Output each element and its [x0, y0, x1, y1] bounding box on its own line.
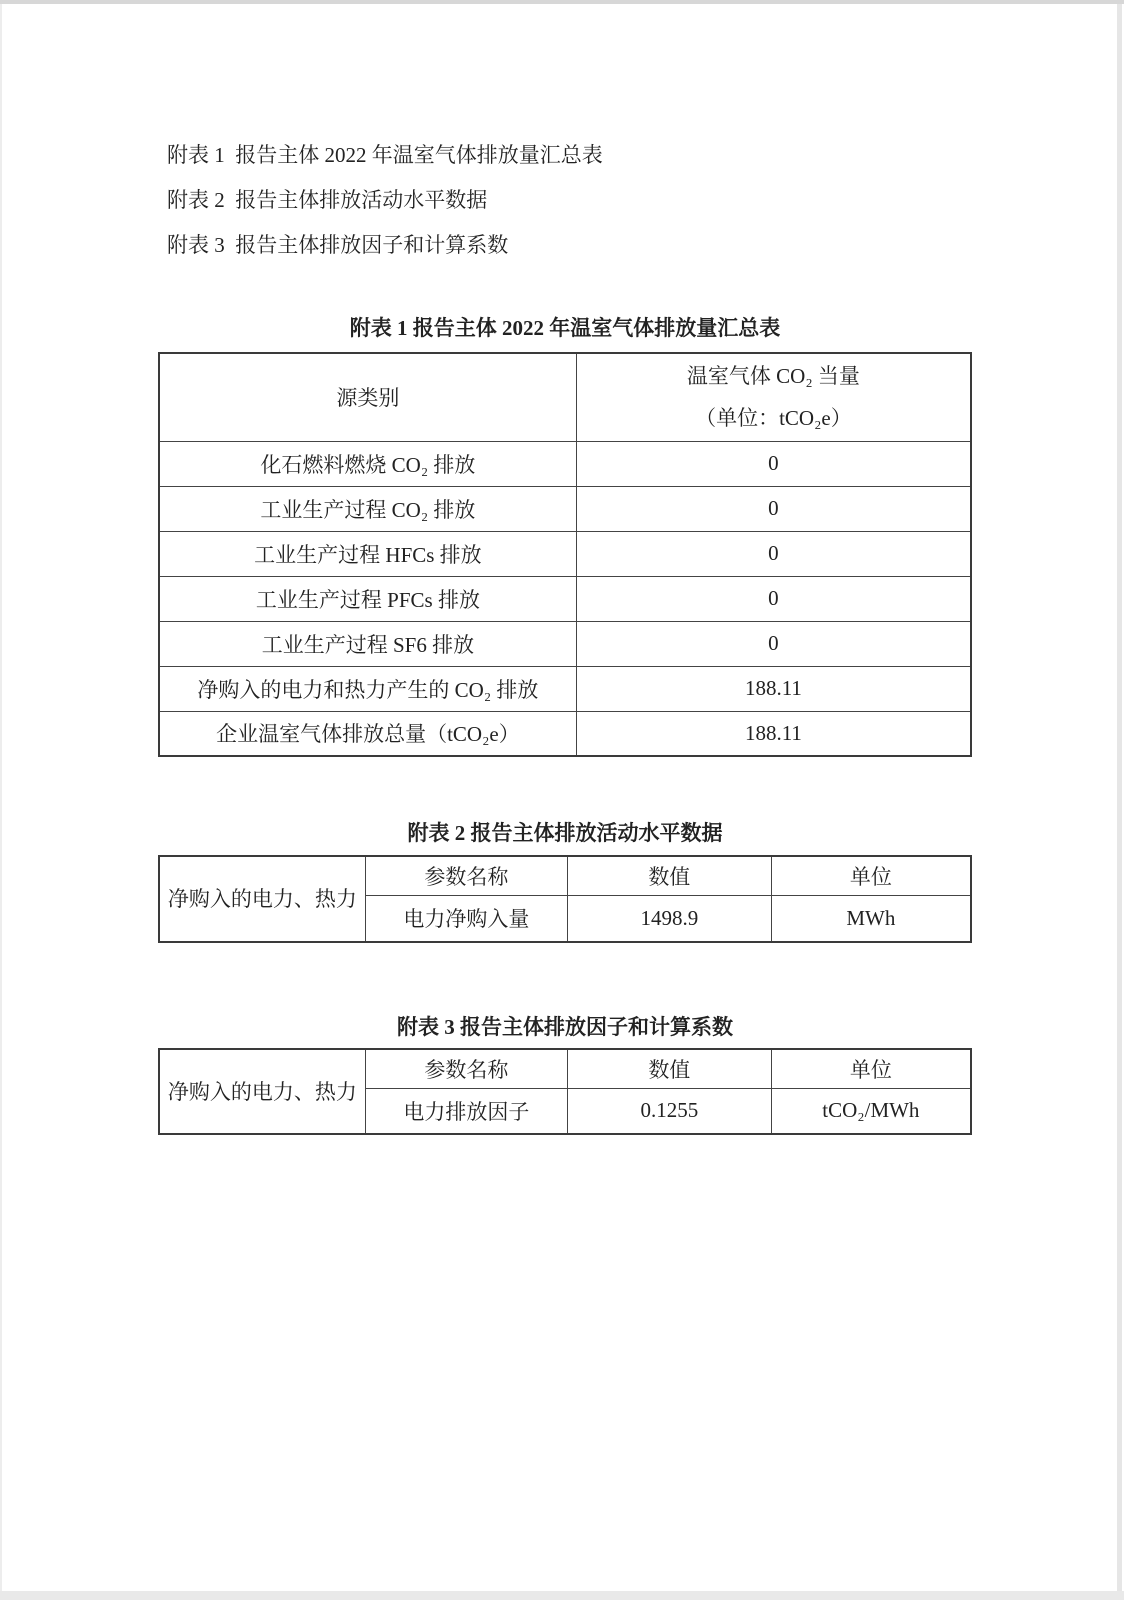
appendix-list-item-2: 附表 2 报告主体排放活动水平数据 — [167, 188, 488, 212]
page-edge-top — [0, 0, 1124, 4]
table2-activity-data — [158, 855, 972, 943]
table1-row4-label: 工业生产过程 PFCs 排放 — [159, 576, 576, 621]
table1-row1-value: 0 — [576, 441, 971, 486]
table3-row-param: 电力排放因子 — [365, 1088, 567, 1134]
page-edge-right — [1117, 4, 1122, 1591]
table-row — [159, 621, 971, 666]
table1-emissions-summary — [158, 352, 972, 757]
table1-row3-label: 工业生产过程 HFCs 排放 — [159, 531, 576, 576]
table-row — [159, 666, 971, 711]
table1-row5-value: 0 — [576, 621, 971, 666]
table2-title: 附表 2 报告主体排放活动水平数据 — [407, 821, 723, 845]
table1-row1-label: 化石燃料燃烧 CO₂ 排放 — [159, 441, 576, 486]
table2-header-param: 参数名称 — [365, 856, 567, 895]
table1-header-value-line2: （单位：tCO₂e） — [695, 406, 852, 431]
table3-emission-factors — [158, 1048, 972, 1135]
appendix-list-item-1: 附表 1 报告主体 2022 年温室气体排放量汇总表 — [167, 143, 603, 167]
table1-header-source: 源类别 — [159, 353, 576, 441]
table-row — [159, 531, 971, 576]
table3-title: 附表 3 报告主体排放因子和计算系数 — [397, 1015, 733, 1039]
table3-group-cell: 净购入的电力、热力 — [159, 1049, 365, 1134]
table2-row-value: 1498.9 — [567, 895, 771, 942]
table1-header-value-line1: 温室气体 CO₂ 当量 — [686, 364, 860, 389]
table-row — [159, 486, 971, 531]
table1-row6-value: 188.11 — [576, 666, 971, 711]
appendix-table-list — [167, 133, 603, 268]
table1-row6-label: 净购入的电力和热力产生的 CO₂ 排放 — [159, 666, 576, 711]
table1-header-row — [159, 353, 971, 441]
table1-row5-label: 工业生产过程 SF6 排放 — [159, 621, 576, 666]
table-row — [159, 576, 971, 621]
table2-header-unit: 单位 — [771, 856, 971, 895]
table1-row7-label: 企业温室气体排放总量（tCO₂e） — [159, 711, 576, 756]
table3-header-row — [159, 1049, 971, 1088]
page-edge-left — [0, 4, 2, 1591]
table3-row-value: 0.1255 — [567, 1088, 771, 1134]
table2-header-value: 数值 — [567, 856, 771, 895]
table1-row7-value: 188.11 — [576, 711, 971, 756]
table1-row4-value: 0 — [576, 576, 971, 621]
table1-row2-label: 工业生产过程 CO₂ 排放 — [159, 486, 576, 531]
table2-header-row — [159, 856, 971, 895]
page-edge-bottom — [0, 1591, 1124, 1600]
table2-row-param: 电力净购入量 — [365, 895, 567, 942]
table2-group-cell: 净购入的电力、热力 — [159, 856, 365, 942]
table3-header-value: 数值 — [567, 1049, 771, 1088]
table2-row-unit: MWh — [771, 895, 971, 942]
table3-header-unit: 单位 — [771, 1049, 971, 1088]
appendix-list-item-3: 附表 3 报告主体排放因子和计算系数 — [167, 233, 509, 257]
table1-title: 附表 1 报告主体 2022 年温室气体排放量汇总表 — [349, 316, 781, 340]
table1-row2-value: 0 — [576, 486, 971, 531]
table1-header-value — [576, 353, 971, 441]
table1-row3-value: 0 — [576, 531, 971, 576]
table3-row-unit: tCO₂/MWh — [771, 1088, 971, 1134]
table3-header-param: 参数名称 — [365, 1049, 567, 1088]
table-row — [159, 711, 971, 756]
table-row — [159, 441, 971, 486]
